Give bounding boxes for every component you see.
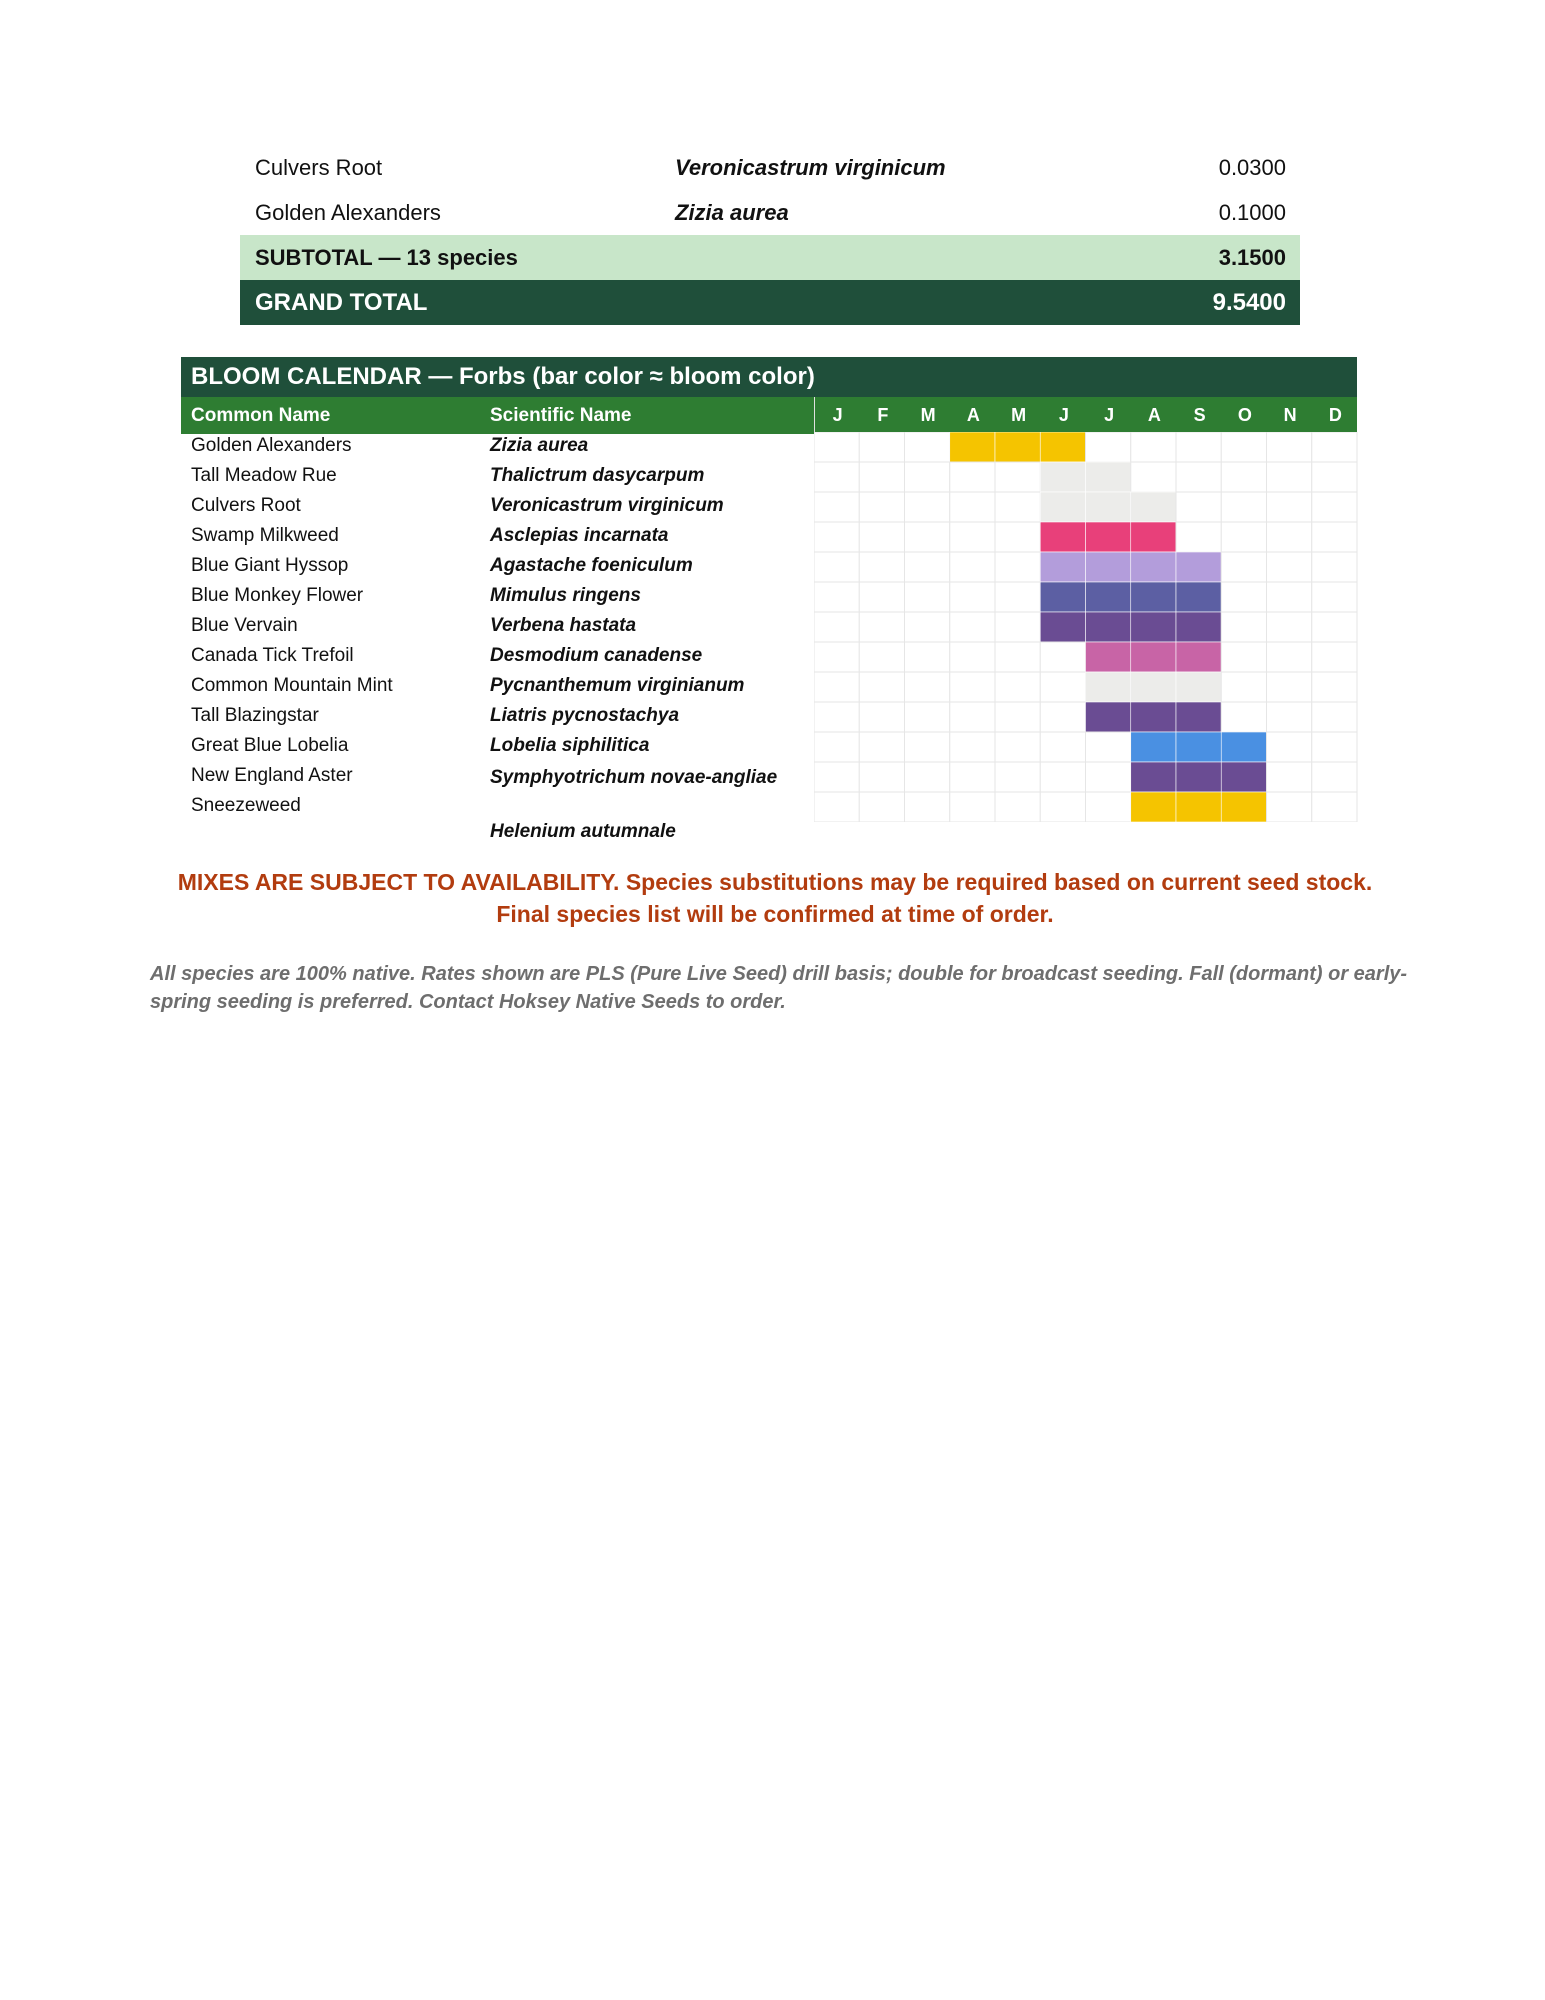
- empty-cell: [1176, 492, 1221, 522]
- subtotal-row: [240, 235, 1300, 280]
- empty-cell: [1040, 672, 1085, 702]
- bloom-cell: [1221, 762, 1266, 792]
- empty-cell: [1086, 732, 1131, 762]
- bloom-cell: [1131, 582, 1176, 612]
- empty-cell: [950, 552, 995, 582]
- bloom-cell: [1040, 432, 1085, 462]
- empty-cell: [1040, 732, 1085, 762]
- bloom-calendar-title: BLOOM CALENDAR — Forbs (bar color ≈ bloom color): [181, 357, 1357, 397]
- species-common-name: Blue Vervain: [191, 615, 298, 636]
- empty-cell: [950, 462, 995, 492]
- bloom-cell: [1086, 462, 1131, 492]
- empty-cell: [1221, 432, 1266, 462]
- empty-cell: [859, 432, 904, 462]
- empty-cell: [814, 522, 859, 552]
- species-common-name: Common Mountain Mint: [191, 675, 393, 696]
- empty-cell: [859, 492, 904, 522]
- empty-cell: [1131, 432, 1176, 462]
- bloom-cell: [1086, 522, 1131, 552]
- empty-cell: [950, 762, 995, 792]
- species-common-name: Canada Tick Trefoil: [191, 645, 354, 666]
- empty-cell: [1040, 702, 1085, 732]
- empty-cell: [859, 792, 904, 822]
- bloom-cell: [1131, 642, 1176, 672]
- empty-cell: [995, 462, 1040, 492]
- bloom-cell: [1131, 732, 1176, 762]
- seeding-rate: 0.1000: [1218, 199, 1286, 225]
- empty-cell: [905, 792, 950, 822]
- empty-cell: [995, 792, 1040, 822]
- empty-cell: [1312, 582, 1357, 612]
- mix-row: [240, 145, 1300, 190]
- month-headers: [814, 397, 1358, 434]
- empty-cell: [1267, 612, 1312, 642]
- empty-cell: [1267, 492, 1312, 522]
- empty-cell: [1312, 522, 1357, 552]
- month-header: O: [1237, 405, 1252, 425]
- bloom-cell: [1131, 492, 1176, 522]
- bloom-calendar-header: [181, 397, 1357, 434]
- column-header-common: Common Name: [191, 405, 331, 426]
- grand-total-row: [240, 280, 1300, 325]
- species-scientific-name: Agastache foeniculum: [490, 555, 693, 576]
- species-scientific-name: Pycnanthemum virginianum: [490, 675, 745, 696]
- empty-cell: [1040, 762, 1085, 792]
- empty-cell: [814, 432, 859, 462]
- bloom-cell: [1086, 492, 1131, 522]
- empty-cell: [995, 522, 1040, 552]
- empty-cell: [859, 462, 904, 492]
- empty-cell: [814, 492, 859, 522]
- empty-cell: [950, 492, 995, 522]
- subtotal-label: SUBTOTAL — 13 species: [255, 244, 518, 270]
- month-header: A: [1147, 405, 1161, 425]
- bloom-cell: [1040, 522, 1085, 552]
- empty-cell: [859, 552, 904, 582]
- species-scientific-name: Symphyotrichum novae-angliae: [490, 767, 778, 788]
- bloom-cell: [1131, 552, 1176, 582]
- empty-cell: [1267, 702, 1312, 732]
- empty-cell: [905, 642, 950, 672]
- bloom-cell: [1176, 672, 1221, 702]
- bloom-cell: [995, 432, 1040, 462]
- empty-cell: [995, 732, 1040, 762]
- species-common-name: Tall Meadow Rue: [191, 465, 337, 486]
- month-header: F: [877, 405, 889, 425]
- empty-cell: [859, 672, 904, 702]
- empty-cell: [1267, 762, 1312, 792]
- empty-cell: [950, 732, 995, 762]
- column-header-scientific: Scientific Name: [490, 405, 632, 426]
- bloom-calendar: [181, 357, 1357, 842]
- bloom-grid-svg: [814, 432, 1358, 822]
- month-header: J: [832, 405, 843, 425]
- bloom-cell: [1176, 612, 1221, 642]
- empty-cell: [1086, 762, 1131, 792]
- grand-total-label: GRAND TOTAL: [255, 288, 428, 316]
- bloom-cell: [1086, 552, 1131, 582]
- bloom-cell: [1086, 612, 1131, 642]
- empty-cell: [859, 642, 904, 672]
- mix-row: [240, 190, 1300, 235]
- empty-cell: [859, 522, 904, 552]
- bloom-cell: [1221, 792, 1266, 822]
- empty-cell: [814, 702, 859, 732]
- empty-cell: [1221, 462, 1266, 492]
- empty-cell: [1312, 732, 1357, 762]
- empty-cell: [1086, 792, 1131, 822]
- bloom-cell: [1040, 492, 1085, 522]
- seeding-rate: 0.0300: [1218, 154, 1286, 180]
- bloom-cell: [950, 432, 995, 462]
- empty-cell: [1221, 522, 1266, 552]
- empty-cell: [1312, 552, 1357, 582]
- empty-cell: [905, 522, 950, 552]
- species-common-name: Sneezeweed: [191, 795, 301, 816]
- empty-cell: [1221, 612, 1266, 642]
- empty-cell: [1267, 672, 1312, 702]
- bloom-cell: [1086, 642, 1131, 672]
- empty-cell: [950, 672, 995, 702]
- empty-cell: [1267, 582, 1312, 612]
- availability-notice: MIXES ARE SUBJECT TO AVAILABILITY. Species substitutions may be required based on current seed stock. Final species list will be confirmed at time of order.: [177, 869, 1373, 927]
- empty-cell: [1176, 432, 1221, 462]
- empty-cell: [859, 612, 904, 642]
- empty-cell: [905, 552, 950, 582]
- empty-cell: [950, 612, 995, 642]
- empty-cell: [1312, 612, 1357, 642]
- bloom-cell: [1131, 702, 1176, 732]
- species-common-name: Culvers Root: [191, 495, 301, 516]
- bloom-cell: [1131, 672, 1176, 702]
- bloom-cell: [1176, 702, 1221, 732]
- empty-cell: [1040, 792, 1085, 822]
- common-name: Culvers Root: [255, 154, 383, 180]
- empty-cell: [859, 702, 904, 732]
- empty-cell: [950, 702, 995, 732]
- species-scientific-name: Veronicastrum virginicum: [490, 495, 724, 516]
- empty-cell: [1267, 432, 1312, 462]
- empty-cell: [995, 702, 1040, 732]
- bloom-cell: [1131, 612, 1176, 642]
- bloom-grid: [814, 432, 1358, 822]
- empty-cell: [814, 672, 859, 702]
- empty-cell: [1312, 672, 1357, 702]
- bloom-cell: [1176, 642, 1221, 672]
- empty-cell: [1221, 492, 1266, 522]
- bloom-cell: [1131, 792, 1176, 822]
- species-common-name: Great Blue Lobelia: [191, 735, 349, 756]
- bloom-cell: [1176, 582, 1221, 612]
- empty-cell: [1312, 702, 1357, 732]
- empty-cell: [1131, 462, 1176, 492]
- empty-cell: [1040, 642, 1085, 672]
- subtotal-value: 3.1500: [1218, 244, 1286, 270]
- empty-cell: [1221, 582, 1266, 612]
- empty-cell: [995, 492, 1040, 522]
- species-scientific-name: Thalictrum dasycarpum: [490, 465, 705, 486]
- seeding-footnote: All species are 100% native. Rates shown are PLS (Pure Live Seed) drill basis; double for broadcast seeding. Fall (dormant) or early-spring seeding is preferred. Contact Hoksey Native Seeds to order.: [150, 963, 1408, 1013]
- empty-cell: [814, 642, 859, 672]
- bloom-cell: [1176, 762, 1221, 792]
- bloom-cell: [1040, 582, 1085, 612]
- empty-cell: [1267, 642, 1312, 672]
- scientific-name: Veronicastrum virginicum: [675, 154, 946, 180]
- bloom-cell: [1040, 462, 1085, 492]
- species-scientific-name: Asclepias incarnata: [490, 525, 669, 546]
- empty-cell: [995, 552, 1040, 582]
- empty-cell: [950, 522, 995, 552]
- bloom-cell: [1040, 552, 1085, 582]
- empty-cell: [1086, 432, 1131, 462]
- empty-cell: [814, 762, 859, 792]
- bloom-cell: [1131, 762, 1176, 792]
- empty-cell: [905, 732, 950, 762]
- empty-cell: [1312, 432, 1357, 462]
- species-common-name: Golden Alexanders: [191, 435, 352, 456]
- species-scientific-name: Verbena hastata: [490, 615, 637, 636]
- scientific-name: Zizia aurea: [675, 199, 789, 225]
- empty-cell: [995, 762, 1040, 792]
- species-common-name: Blue Giant Hyssop: [191, 555, 349, 576]
- species-common-name: Swamp Milkweed: [191, 525, 339, 546]
- species-scientific-name: Desmodium canadense: [490, 645, 703, 666]
- empty-cell: [1267, 552, 1312, 582]
- species-common-name: New England Aster: [191, 765, 353, 786]
- empty-cell: [995, 672, 1040, 702]
- empty-cell: [814, 732, 859, 762]
- empty-cell: [995, 612, 1040, 642]
- bloom-cell: [1176, 732, 1221, 762]
- empty-cell: [905, 462, 950, 492]
- empty-cell: [905, 582, 950, 612]
- empty-cell: [1312, 792, 1357, 822]
- bloom-cell: [1176, 552, 1221, 582]
- month-header: A: [966, 405, 980, 425]
- species-common-name: Tall Blazingstar: [191, 705, 319, 726]
- empty-cell: [1221, 672, 1266, 702]
- empty-cell: [1221, 642, 1266, 672]
- empty-cell: [905, 492, 950, 522]
- month-header: S: [1193, 405, 1206, 425]
- species-scientific-name: Helenium autumnale: [490, 821, 676, 842]
- empty-cell: [1267, 522, 1312, 552]
- month-header: N: [1283, 405, 1297, 425]
- empty-cell: [814, 612, 859, 642]
- empty-cell: [1267, 462, 1312, 492]
- month-header: J: [1058, 405, 1069, 425]
- bloom-cell: [1086, 582, 1131, 612]
- empty-cell: [1267, 792, 1312, 822]
- empty-cell: [814, 582, 859, 612]
- empty-cell: [814, 552, 859, 582]
- empty-cell: [950, 792, 995, 822]
- empty-cell: [1312, 642, 1357, 672]
- empty-cell: [905, 432, 950, 462]
- empty-cell: [814, 792, 859, 822]
- empty-cell: [905, 702, 950, 732]
- species-scientific-name: Mimulus ringens: [490, 585, 641, 606]
- month-header: D: [1328, 405, 1342, 425]
- empty-cell: [1312, 462, 1357, 492]
- empty-cell: [859, 582, 904, 612]
- empty-cell: [905, 612, 950, 642]
- bloom-cell: [1040, 612, 1085, 642]
- species-scientific-name: Zizia aurea: [490, 435, 589, 456]
- common-name: Golden Alexanders: [255, 199, 441, 225]
- empty-cell: [995, 642, 1040, 672]
- bloom-cell: [1086, 702, 1131, 732]
- empty-cell: [859, 762, 904, 792]
- empty-cell: [814, 462, 859, 492]
- empty-cell: [950, 642, 995, 672]
- seed-mix-table: [240, 145, 1300, 325]
- empty-cell: [950, 582, 995, 612]
- empty-cell: [995, 582, 1040, 612]
- month-header: M: [920, 405, 936, 425]
- empty-cell: [1312, 492, 1357, 522]
- empty-cell: [859, 732, 904, 762]
- empty-cell: [1312, 762, 1357, 792]
- bloom-cell: [1221, 732, 1266, 762]
- empty-cell: [905, 672, 950, 702]
- grand-total-value: 9.5400: [1212, 288, 1286, 316]
- month-header: M: [1011, 405, 1027, 425]
- empty-cell: [1176, 462, 1221, 492]
- species-scientific-name: Liatris pycnostachya: [490, 705, 680, 726]
- empty-cell: [1221, 552, 1266, 582]
- empty-cell: [1221, 702, 1266, 732]
- empty-cell: [1176, 522, 1221, 552]
- bloom-cell: [1176, 792, 1221, 822]
- empty-cell: [905, 762, 950, 792]
- species-common-name: Blue Monkey Flower: [191, 585, 364, 606]
- bloom-cell: [1086, 672, 1131, 702]
- bloom-cell: [1131, 522, 1176, 552]
- empty-cell: [1267, 732, 1312, 762]
- month-header: J: [1104, 405, 1115, 425]
- species-scientific-name: Lobelia siphilitica: [490, 735, 650, 756]
